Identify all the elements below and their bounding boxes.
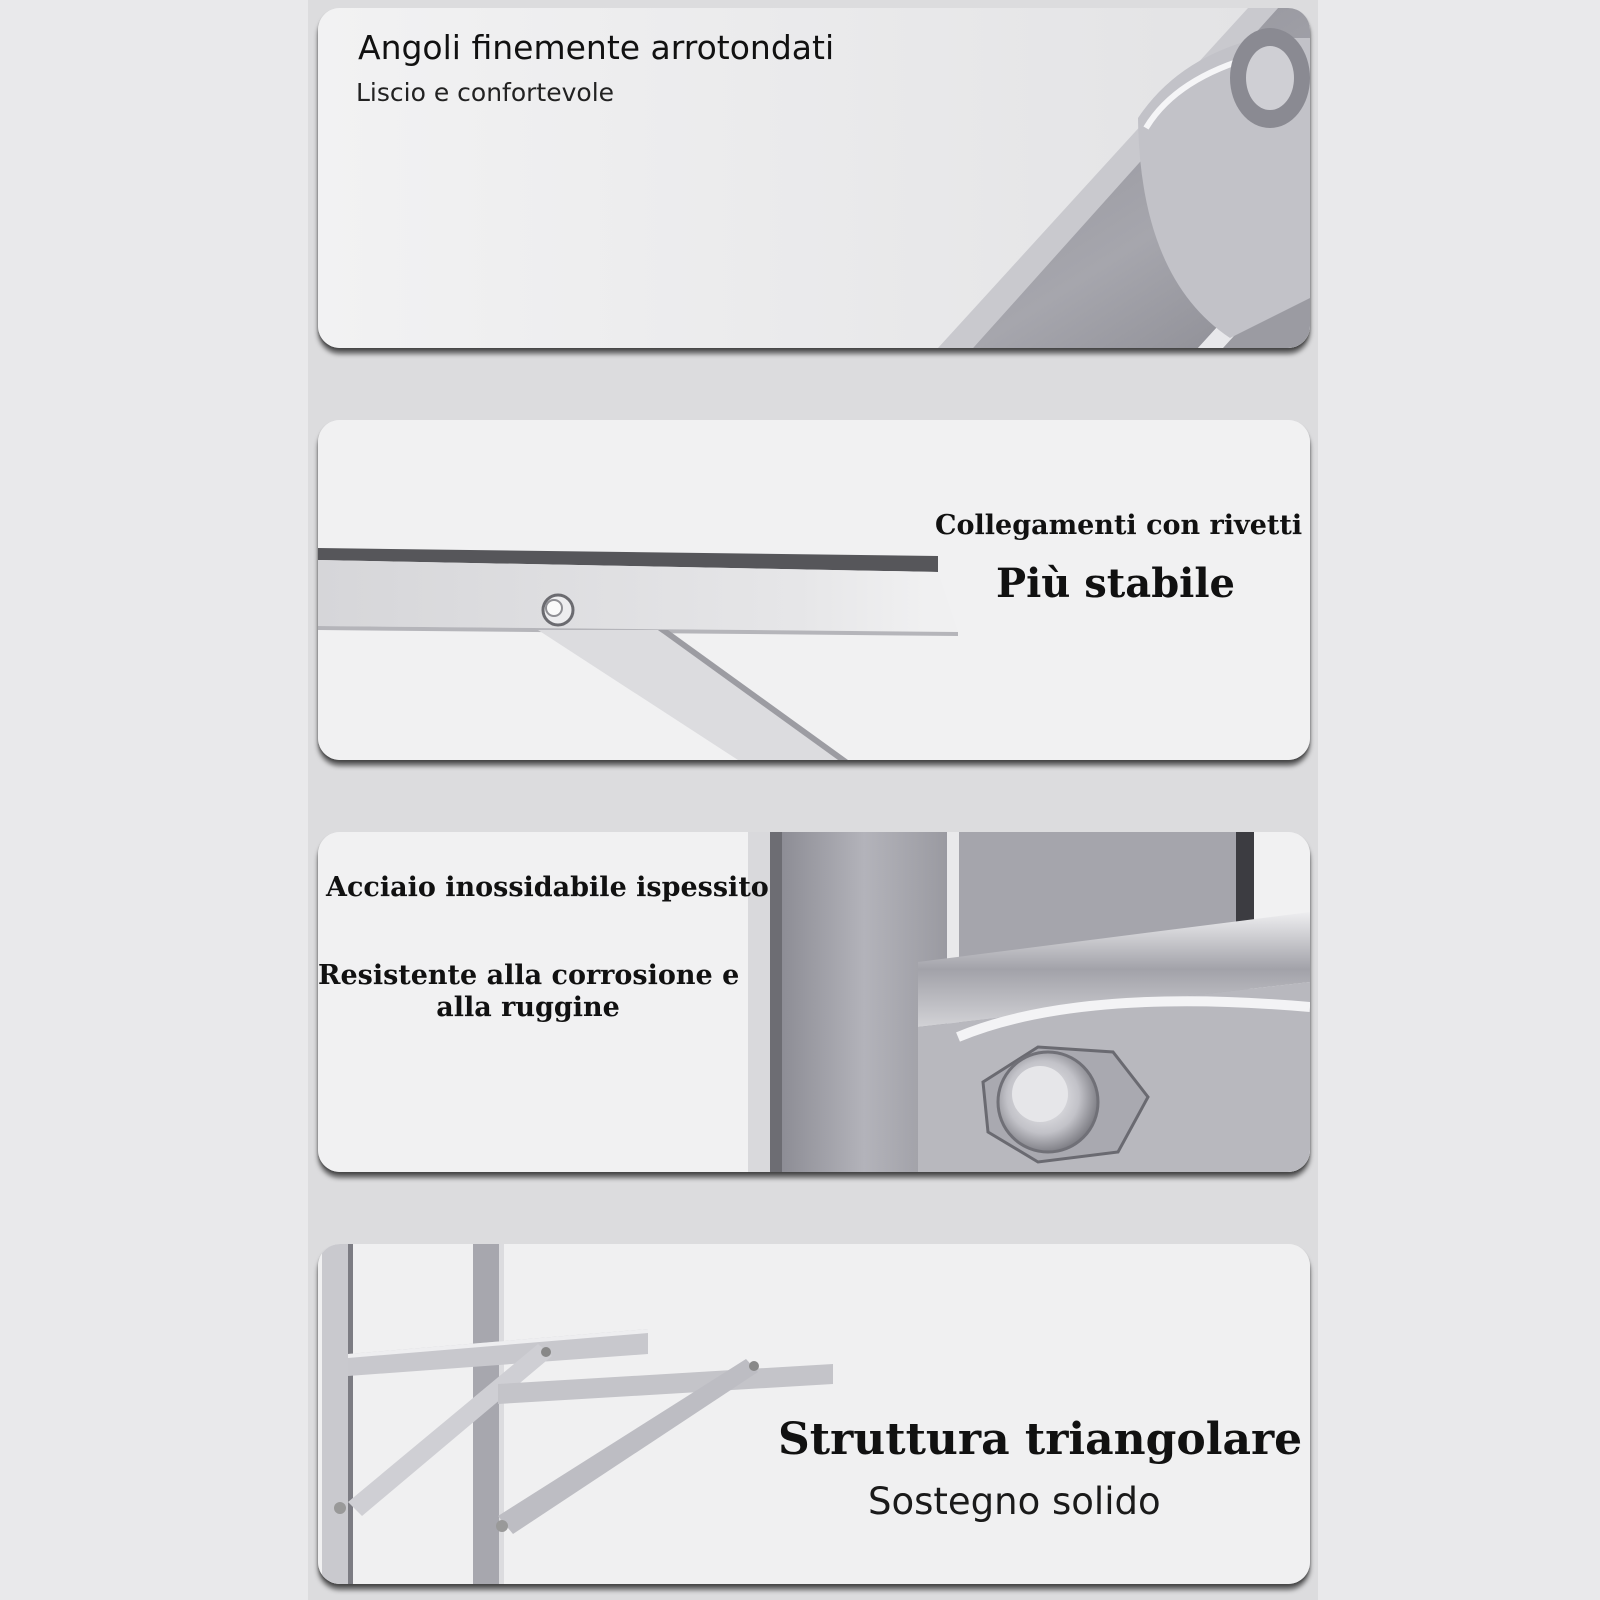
feature-panel-triangular-structure [318,1244,1310,1584]
panel-title: Acciaio inossidabile ispessito [326,872,769,903]
feature-panel-rounded-corners [318,8,1310,348]
panel-subtitle-line1: Resistente alla corrosione e [318,960,740,991]
panel-title: Collegamenti con rivetti [935,510,1303,541]
panel-subtitle: Liscio e confortevole [356,78,615,107]
feature-panel-stainless-steel [318,832,1310,1172]
feature-panel-rivets [318,420,1310,760]
panel-subtitle-line2: alla ruggine [436,992,620,1023]
panel-title: Angoli finemente arrotondati [358,28,835,67]
panel-subtitle: Sostegno solido [868,1480,1161,1523]
panel-subtitle: Più stabile [996,560,1236,607]
panel-title: Struttura triangolare [778,1414,1303,1465]
